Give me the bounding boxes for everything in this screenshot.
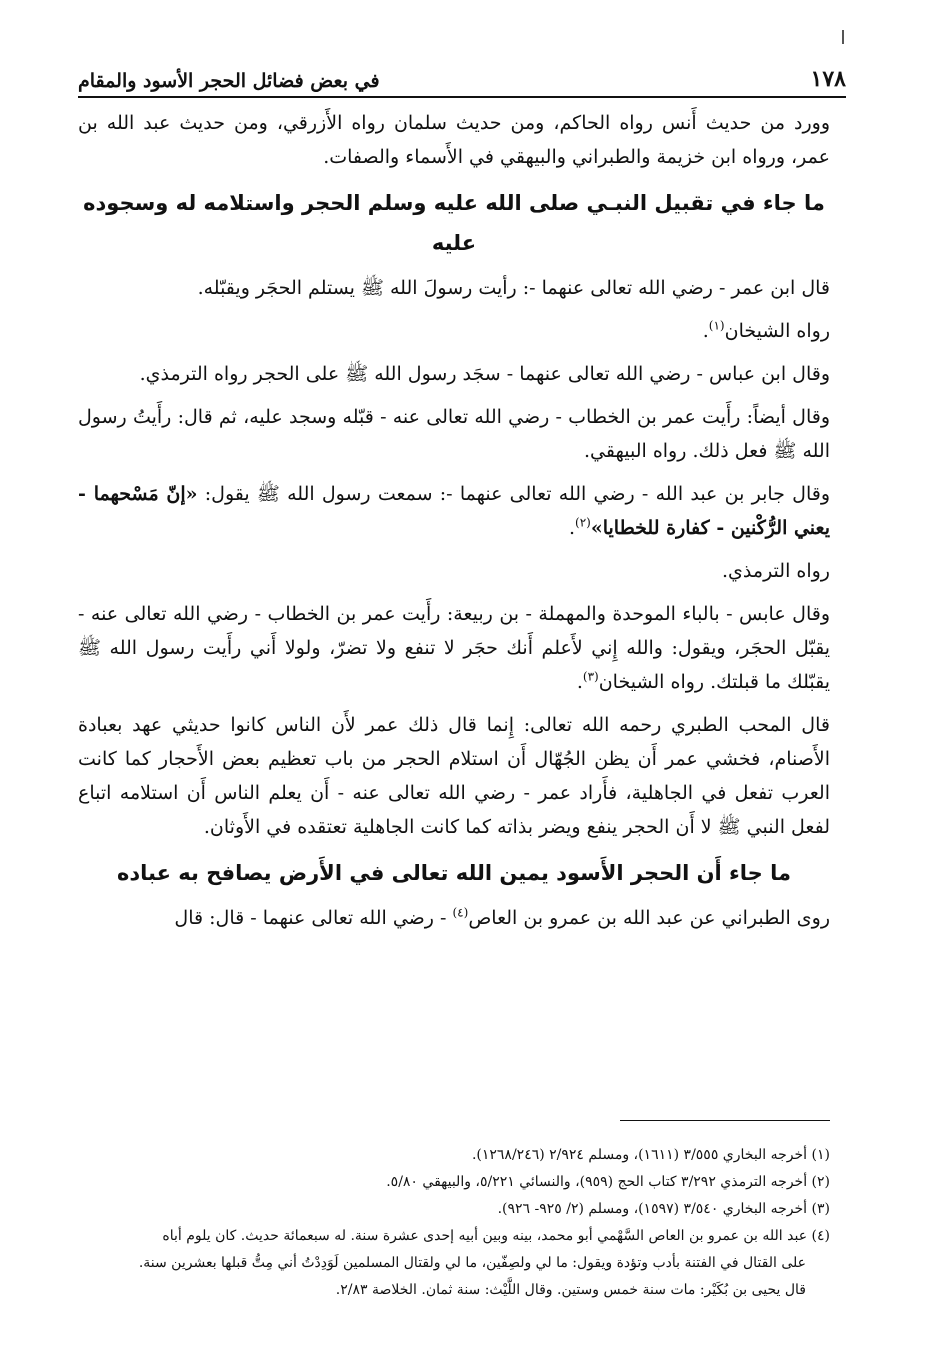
paragraph-end: . <box>568 517 576 539</box>
paragraph-end: . <box>702 320 709 342</box>
paragraph-abis <box>78 597 830 699</box>
section-heading-right-hand: ما جاء أَن الحجر الأَسود يمين الله تعالى في الأَرض يصافح به عباده <box>116 861 792 885</box>
paragraph-jabir <box>78 477 830 545</box>
footnote-2: (٢) أخرجه الترمذي ٣/٢٩٢ كتاب الحج (٩٥٩)، والنسائي ٥/٢٢١، والبيهقي ٥/٨٠. <box>386 1174 830 1190</box>
paragraph-tabarani <box>78 901 830 935</box>
paragraph-end: . <box>576 671 583 693</box>
footnote-4-continued: على القتال في الفتنة بأدب وتؤدة ويقول: ما لي ولصِفّين، ما لي ولقتال المسلمين لَوَدِدْتُ أني مِتُّ قبلها بعشرين سنة. <box>138 1255 806 1271</box>
paragraph-tirmidhi: رواه الترمذي. <box>722 560 830 582</box>
paragraph-text: وقال جابر بن عبد الله - رضي الله تعالى عنهما -: سمعت رسول الله ﷺ يقول: <box>197 483 830 505</box>
paragraph-ibn-umar: قال ابن عمر - رضي الله تعالى عنهما -: رأيت رسولَ الله ﷺ يستلم الحجَر ويقبّله. <box>197 277 830 299</box>
footnote-1: (١) أخرجه البخاري ٣/٥٥٥ (١٦١١)، ومسلم ٢/٩٢٤ (١٢٦٨/٢٤٦). <box>471 1147 830 1163</box>
paragraph-text: رواه الشيخان <box>724 320 830 342</box>
section-heading-kissing-stone: ما جاء في تقبيل النبـي صلى الله عليه وسلم الحجر واستلامه له وسجوده عليه <box>83 191 825 255</box>
prophetic-quote: «إنّ مَسْحهما - يعني الرُّكْنين - كفارة للخطايا» <box>78 483 830 539</box>
footnote-ref-2: (٢) <box>575 515 591 530</box>
footnote-divider <box>620 1120 830 1121</box>
page-number: ١٧٨ <box>810 66 846 92</box>
paragraph-text: روى الطبراني عن عبد الله بن عمرو بن العاص <box>468 907 830 929</box>
footnote-ref-3: (٣) <box>582 669 599 684</box>
footnote-3: (٣) أخرجه البخاري ٣/٥٤٠ (١٥٩٧)، ومسلم (٢/ ٩٢٥- ٩٢٦). <box>497 1201 830 1217</box>
footnote-4: (٤) عبد الله بن عمرو بن العاص السَّهْمي أبو محمد، بينه وبين أبيه إحدى عشرة سنة. له سبعمائة حديث. كان يلوم أباه <box>162 1228 830 1244</box>
paragraph-narrated-shaykhan <box>78 314 830 348</box>
footnote-ref-4: (٤) <box>452 905 469 920</box>
scan-mark <box>842 30 844 44</box>
footnote-4-continued: قال يحيى بن بُكَيْر: مات سنة خمس وستين. وقال اللَّيْث: سنة ثمان. الخلاصة ٢/٨٣. <box>335 1282 806 1298</box>
main-text <box>78 106 830 944</box>
paragraph-text: وقال عابس - بالباء الموحدة والمهملة - بن ربيعة: رأَيت عمر بن الخطاب - رضي الله تعالى عنه - يقبّل الحجَر، ويقول: والله إِني لأَعلم أَنك حجَر لا تنفع ولا تضرّ، ولولا أَني رأَيت رسول الله ﷺ يقبّلك ما قبلتك. رواه الشيخان <box>78 603 830 693</box>
paragraph-ibn-abbas: وقال ابن عباس - رضي الله تعالى عنهما - سجَد رسول الله ﷺ على الحجر رواه الترمذي. <box>139 363 830 385</box>
footnote-ref-1: (١) <box>708 318 725 333</box>
paragraph-tabari: قال المحب الطبري رحمه الله تعالى: إِنما قال ذلك عمر لأَن الناس كانوا حديثي عهد بعبادة الأَصنام، فخشي عمر أَن يظن الجُهّال أَن استلام الحجر من باب تعظيم بعض الأَحجار كما كانت العرب تفعل في الجاهلية، فأَراد عمر - رضي الله تعالى عنه - أَن يعلم الناس أَن استلامه اتباع لفعل النبي ﷺ لا أَن الحجر ينفع ويضر بذاته كما كانت الجاهلية تعتقده في الأَوثان. <box>78 714 830 838</box>
page-header <box>78 52 846 98</box>
paragraph-end: - رضي الله تعالى عنهما - قال: قال <box>174 907 453 929</box>
footnotes <box>78 1142 830 1304</box>
running-title: في بعض فضائل الحجر الأسود والمقام <box>78 70 380 92</box>
paragraph-hadith-sources: وورد من حديث أَنس رواه الحاكم، ومن حديث سلمان رواه الأَزرقي، ومن حديث عبد الله بن عمر، ورواه ابن خزيمة والطبراني والبيهقي في الأَسماء والصفات. <box>78 112 830 168</box>
paragraph-umar-prostration: وقال أيضاً: رأَيت عمر بن الخطاب - رضي الله تعالى عنه - قبّله وسجد عليه، ثم قال: رأَيتُ رسول الله ﷺ فعل ذلك. رواه البيهقي. <box>78 406 830 462</box>
